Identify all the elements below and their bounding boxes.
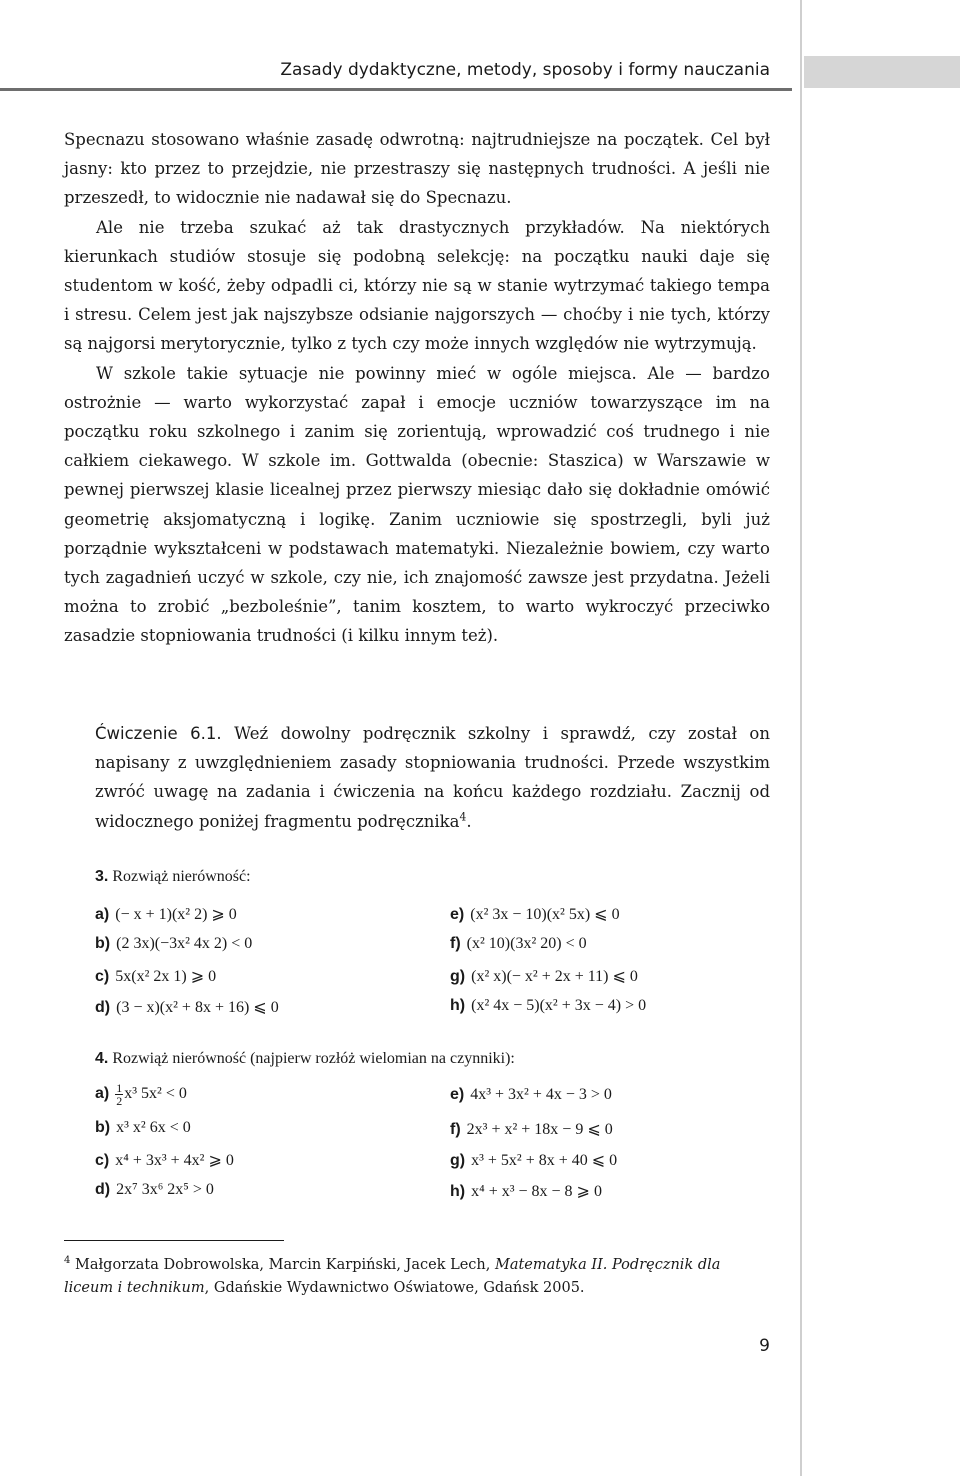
task-3-item: a) (− x + 1)(x² 2) ⩾ 0 bbox=[95, 906, 237, 923]
task-4-item: c) x⁴ + 3x³ + 4x² ⩾ 0 bbox=[95, 1152, 234, 1169]
task-4-item: e) 4x³ + 3x² + 4x − 3 > 0 bbox=[450, 1086, 612, 1103]
task-4-title: 4. Rozwiąż nierówność (najpierw rozłóż wielomian na czynniki): bbox=[95, 1050, 515, 1067]
header-tab-box bbox=[804, 56, 960, 88]
footnote-mark: 4 bbox=[64, 1255, 71, 1267]
paragraph: W szkole takie sytuacje nie powinny mieć w ogóle miejsca. Ale — bardzo ostrożnie — warto wykorzystać zapał i emocje uczniów towarzyszące im na początku roku szkolnego i zanim się zorientują, wprowadzić coś trudnego i nie całkiem ciekawego. W szkole im. Gottwalda (obecnie: Staszica) w Warszawie w pewnej pierwszej klasie licealnej przez pierwszy miesiąc dało się dokładnie omówić geometrię aksjomatyczną i logikę. Zanim uczniowie się spostrzegli, byli już porządnie wykształceni w podstawach matematyki. Niezależnie bowiem, czy warto tych zagadnień uczyć w szkole, czy nie, ich znajomość zawsze jest przydatna. Jeżeli można to zrobić „bezboleśnie”, tanim kosztem, to warto wykroczyć przeciwko zasadzie stopniowania trudności (i kilku innym też). bbox=[64, 363, 770, 646]
task-3-item: e) (x² 3x − 10)(x² 5x) ⩽ 0 bbox=[450, 906, 620, 923]
margin-line bbox=[800, 0, 802, 1476]
task-3-item: g) (x² x)(− x² + 2x + 11) ⩽ 0 bbox=[450, 968, 638, 985]
exercise-text: Weź dowolny podręcznik szkolny i sprawdź, czy został on napisany z uwzględnieniem zasady stopniowania trudności. Przede wszystkim zwróć uwagę na zadania i ćwiczenia na końcu każdego rozdziału. Zacznij od widocznego poniżej fragmentu podręcznika bbox=[95, 724, 770, 831]
task-4-item: h) x⁴ + x³ − 8x − 8 ⩾ 0 bbox=[450, 1183, 602, 1200]
footnote-authors: Małgorzata Dobrowolska, Marcin Karpiński, Jacek Lech, bbox=[74, 1257, 491, 1273]
running-head: Zasady dydaktyczne, metody, sposoby i formy nauczania bbox=[280, 60, 770, 80]
task-3-item: b) (2 3x)(−3x² 4x 2) < 0 bbox=[95, 935, 253, 952]
task-3-item: c) 5x(x² 2x 1) ⩾ 0 bbox=[95, 968, 217, 985]
task-4-item: f) 2x³ + x² + 18x − 9 ⩽ 0 bbox=[450, 1121, 613, 1138]
task-4-item: a) $\frac{1}{2}$ x³ 5x² < 0 bbox=[95, 1081, 187, 1108]
footnote bbox=[64, 1254, 770, 1300]
paragraph: Ale nie trzeba szukać aż tak drastycznych przykładów. Na niektórych kierunkach studiów stosuje się podobną selekcję: na początku nauki daje się studentom w kość, żeby odpadli ci, którzy nie są w stanie wytrzymać takiego tempa i stresu. Celem jest jak najszybsze odsianie najgorszych — choćby i nie tych, którzy są najgorsi merytorycznie, tylko z tych czy może innych względów nie wytrzymują. bbox=[64, 217, 770, 354]
footnote-rule bbox=[64, 1240, 284, 1241]
exercise-label: Ćwiczenie 6.1. bbox=[95, 724, 222, 743]
task-4-item: d) 2x⁷ 3x⁶ 2x⁵ > 0 bbox=[95, 1181, 214, 1198]
paragraph: Specnazu stosowano właśnie zasadę odwrotną: najtrudniejsze na początek. Cel był jasny: kto przez to przejdzie, nie przestraszy się następnych trudności. A jeśli nie przeszedł, to widocznie nie nadawał się do Specnazu. bbox=[64, 130, 770, 208]
page-number: 9 bbox=[759, 1336, 770, 1356]
body-text bbox=[64, 125, 770, 651]
footnote-book-title: Matematyka II. Podręcznik dla liceum i technikum bbox=[64, 1257, 721, 1296]
exercise-6-1: Ćwiczenie 6.1. Weź dowolny podręcznik szkolny i sprawdź, czy został on napisany z uwzględnieniem zasady stopniowania trudności. Przede wszystkim zwróć uwagę na zadania i ćwiczenia na końcu każdego rozdziału. Zacznij od widocznego poniżej fragmentu podręcznika$^4$. bbox=[95, 724, 770, 831]
footnote-publisher: , Gdańskie Wydawnictwo Oświatowe, Gdańsk 2005. bbox=[204, 1280, 585, 1296]
footnote-ref: 4 bbox=[459, 810, 467, 824]
task-3-title: 3. Rozwiąż nierówność: bbox=[95, 868, 251, 885]
task-3-item: h) (x² 4x − 5)(x² + 3x − 4) > 0 bbox=[450, 997, 647, 1014]
task-3-item: f) (x² 10)(3x² 20) < 0 bbox=[450, 935, 587, 952]
task-4-item: b) x³ x² 6x < 0 bbox=[95, 1119, 191, 1136]
header-rule bbox=[0, 88, 792, 91]
task-4-item: g) x³ + 5x² + 8x + 40 ⩽ 0 bbox=[450, 1152, 618, 1169]
fraction: $\frac{1}{2}$ bbox=[116, 1081, 123, 1108]
task-3-item: d) (3 − x)(x² + 8x + 16) ⩽ 0 bbox=[95, 999, 279, 1016]
